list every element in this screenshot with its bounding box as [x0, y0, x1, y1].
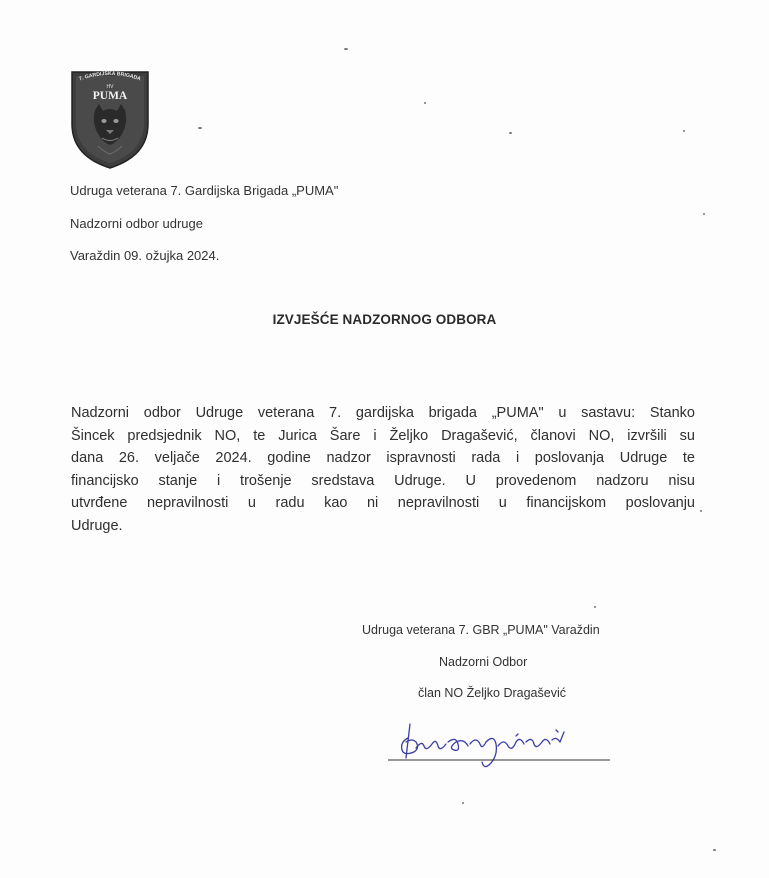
signature-board: Nadzorni Odbor: [439, 655, 528, 669]
puma-brigade-logo: [68, 66, 152, 170]
body-line: Udruge.: [71, 517, 123, 534]
scan-speck: [198, 127, 202, 129]
scan-speck: [462, 802, 464, 804]
scan-speck: [700, 510, 702, 512]
scan-speck: [424, 102, 426, 104]
logo-small-text: HV: [106, 84, 114, 90]
body-line: dana 26. veljače 2024. godine nadzor ispravnosti rada i poslovanja Udruge te: [71, 450, 695, 467]
scan-speck: [344, 48, 348, 50]
scan-speck: [703, 213, 705, 215]
logo-arc-text: 7. GARDIJSKA BRIGADA: [78, 70, 142, 83]
body-line: Šincek predsjednik NO, te Jurica Šare i Željko Dragašević, članovi NO, izvršili su: [71, 427, 695, 444]
scan-speck: [713, 849, 716, 851]
body-line: Nadzorni odbor Udruge veterana 7. gardijska brigada „PUMA" u sastavu: Stanko: [71, 405, 695, 421]
handwritten-signature: [386, 712, 616, 776]
scan-speck: [594, 606, 596, 608]
header-place-date: Varaždin 09. ožujka 2024.: [70, 248, 220, 263]
logo-name-text: PUMA: [92, 90, 128, 102]
body-line: utvrđene nepravilnosti u radu kao ni nepravilnosti u financijskom poslovanju: [71, 495, 695, 512]
header-board: Nadzorni odbor udruge: [70, 216, 203, 231]
scan-speck: [509, 132, 512, 134]
header-organization: Udruga veterana 7. Gardijska Brigada „PUMA": [70, 183, 339, 198]
signature-organization: Udruga veterana 7. GBR „PUMA" Varaždin: [362, 623, 600, 637]
document-title: IZVJEŠĆE NADZORNOG ODBORA: [272, 312, 497, 327]
scan-speck: [683, 130, 685, 132]
report-body: [71, 402, 695, 538]
body-line: financijsko stanje i trošenje sredstava Udruge. U provedenom nadzoru nisu: [71, 472, 695, 489]
signature-member: član NO Željko Dragašević: [418, 686, 566, 700]
